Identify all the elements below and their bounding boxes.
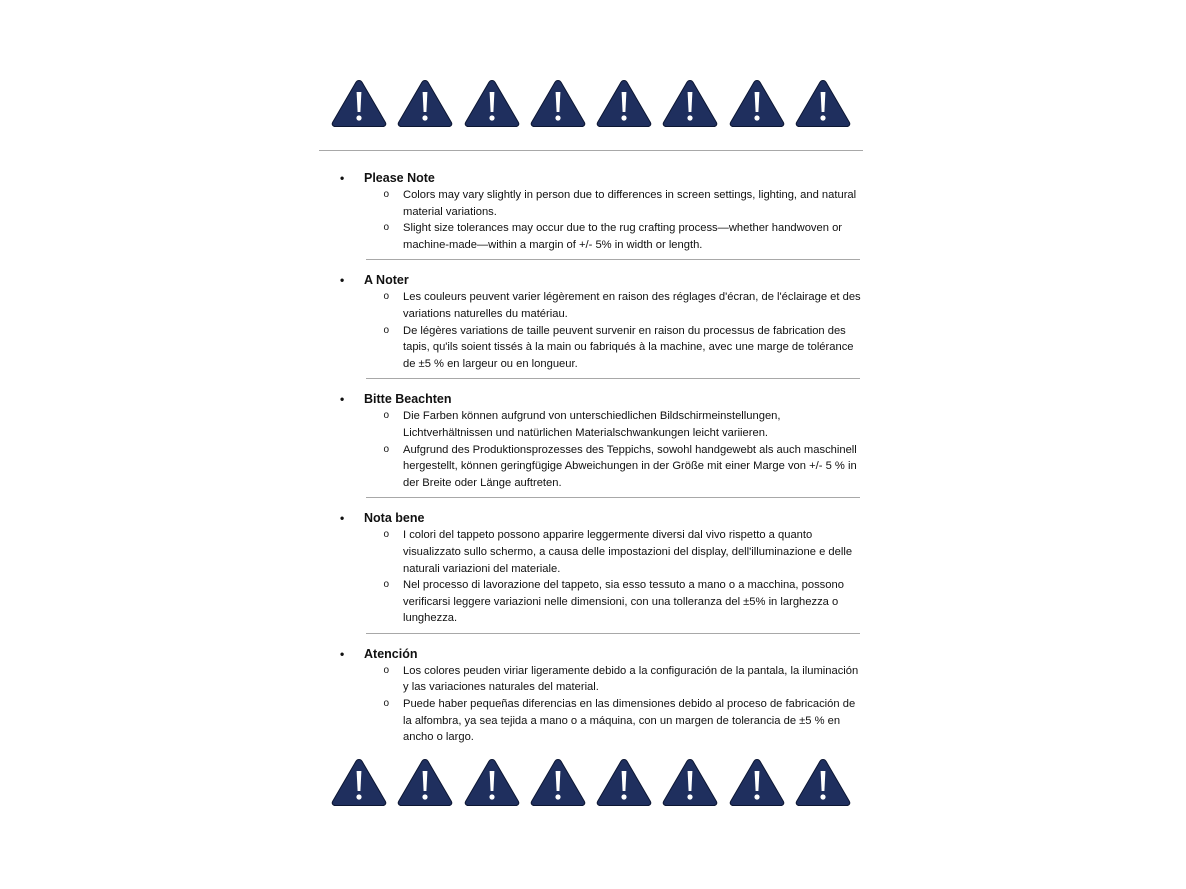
list-item: [338, 442, 868, 492]
bullet: •: [340, 273, 345, 288]
warning-icon: [794, 78, 852, 128]
sub-bullet: o: [383, 579, 389, 591]
section-title: Atención: [364, 646, 418, 661]
section-title: A Noter: [364, 273, 409, 288]
item-text: Los colores peuden viriar ligeramente debido a la configuración de la pantala, la iluminación y las variaciones naturales del material.: [403, 664, 859, 694]
sub-bullet: o: [383, 324, 389, 336]
section-items: [338, 408, 868, 491]
sub-bullet: o: [383, 698, 389, 710]
list-item: [338, 323, 868, 373]
sub-bullet: o: [383, 529, 389, 541]
bullet: •: [340, 511, 345, 526]
section-divider: [366, 378, 860, 379]
warning-icon: [529, 78, 587, 128]
sub-bullet: o: [383, 443, 389, 455]
section-heading: [338, 645, 868, 663]
section-heading: [338, 509, 868, 527]
section-title: Nota bene: [364, 511, 425, 526]
item-text: Puede haber pequeñas diferencias en las dimensiones debido al proceso de fabricación de la alfombra, ya sea tejida a mano o a máquina, con un margen de tolerancia de ±5 % en ancho o largo.: [403, 698, 856, 744]
warning-icon: [661, 78, 719, 128]
bullet: •: [340, 392, 345, 407]
section-title: Bitte Beachten: [364, 392, 452, 407]
warning-icon: [330, 757, 388, 807]
item-text: Colors may vary slightly in person due to differences in screen settings, lighting, and natural material variations.: [403, 189, 857, 218]
section-title: Please Note: [364, 171, 435, 185]
list-item: [338, 696, 868, 746]
list-item: [338, 577, 868, 627]
sub-bullet: o: [383, 664, 389, 676]
section-divider: [366, 633, 860, 634]
list-item: [338, 408, 868, 441]
sub-bullet: o: [383, 291, 389, 303]
item-text: De légères variations de taille peuvent survenir en raison du processus de fabrication des tapis, qu'ils soient tissés à la main ou fabriqués à la machine, avec une marge de tolérance de ±5 % en largeur ou en longueur.: [403, 324, 854, 370]
section-heading: [338, 169, 868, 187]
warning-icon: [794, 757, 852, 807]
warning-icon: [463, 757, 521, 807]
item-text: Aufgrund des Produktionsprozesses des Teppichs, sowohl handgewebt als auch maschinell hergestellt, können geringfügige Abweichungen in der Größe mit einer Marge von +/- 5 % in der Breite oder Länge auftreten.: [403, 443, 857, 489]
item-text: Slight size tolerances may occur due to the rug crafting process—whether handwoven or machine-made—within a margin of +/- 5% in width or length.: [403, 222, 843, 251]
list-item: [338, 220, 868, 253]
warning-icon: [728, 78, 786, 128]
list-item: [338, 187, 868, 220]
warning-icon: [396, 757, 454, 807]
section-items: [338, 663, 868, 746]
section-french: [338, 271, 868, 379]
warning-icon: [463, 78, 521, 128]
bottom-warning-row: [330, 757, 852, 807]
list-item: [338, 289, 868, 322]
warning-icon: [661, 757, 719, 807]
sub-bullet: o: [383, 189, 389, 200]
bullet: •: [340, 646, 345, 661]
section-german: [338, 390, 868, 498]
section-english: [338, 169, 868, 260]
section-italian: [338, 509, 868, 634]
section-items: [338, 187, 868, 253]
warning-icon: [728, 757, 786, 807]
section-spanish: [338, 645, 868, 746]
top-warning-row: [330, 78, 852, 128]
list-item: [338, 527, 868, 577]
item-text: I colori del tappeto possono apparire leggermente diversi dal vivo rispetto a quanto visualizzato sullo schermo, a causa delle impostazioni del display, dell'illuminazione e delle naturali variazioni del materiale.: [403, 529, 853, 575]
section-divider: [366, 497, 860, 498]
notice-content: [338, 169, 868, 746]
bullet: •: [340, 171, 345, 185]
sub-bullet: o: [383, 222, 389, 234]
section-items: [338, 289, 868, 372]
item-text: Les couleurs peuvent varier légèrement en raison des réglages d'écran, de l'éclairage et des variations naturelles du matériau.: [403, 291, 861, 320]
section-heading: [338, 390, 868, 408]
sub-bullet: o: [383, 410, 389, 422]
warning-icon: [330, 78, 388, 128]
warning-icon: [595, 757, 653, 807]
item-text: Die Farben können aufgrund von unterschiedlichen Bildschirmeinstellungen, Lichtverhältnissen und natürlichen Materialschwankungen leicht variieren.: [403, 410, 781, 439]
section-divider: [366, 259, 860, 260]
item-text: Nel processo di lavorazione del tappeto, sia esso tessuto a mano o a macchina, possono verificarsi leggere variazioni nelle dimensioni, con una tolleranza del ±5% in larghezza o lunghezza.: [403, 579, 844, 625]
top-divider: [319, 150, 863, 151]
warning-icon: [529, 757, 587, 807]
warning-icon: [396, 78, 454, 128]
warning-icon: [595, 78, 653, 128]
section-heading: [338, 271, 868, 289]
list-item: [338, 663, 868, 696]
section-items: [338, 527, 868, 627]
